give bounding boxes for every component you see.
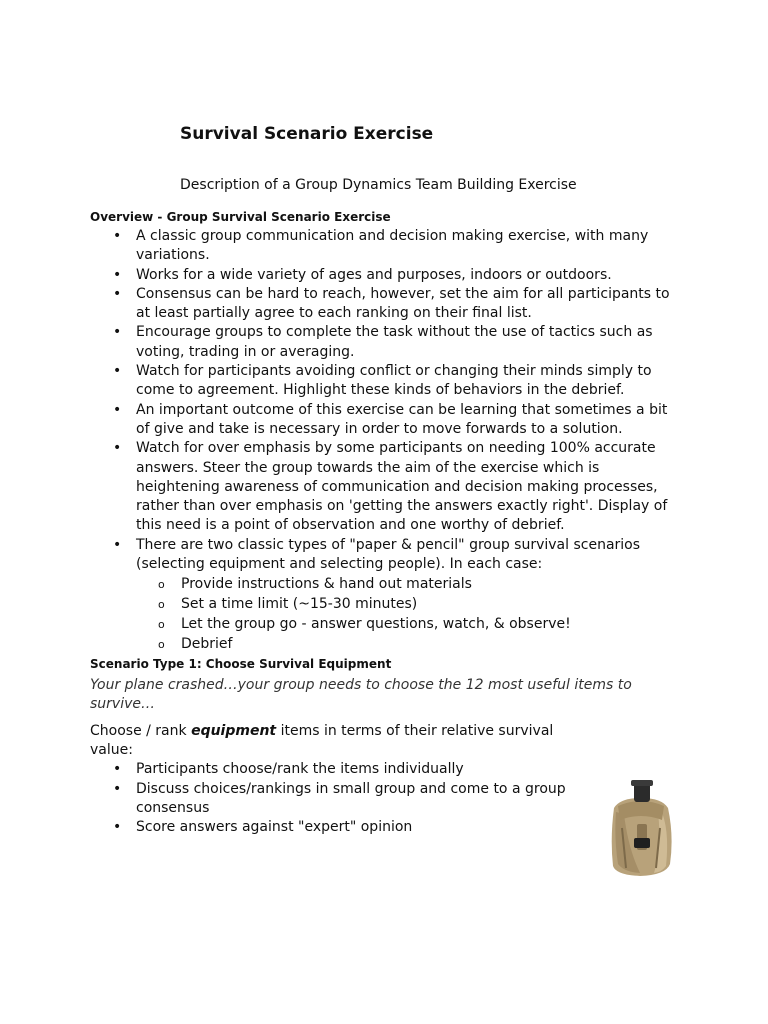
sub-list-item: o Provide instructions & hand out materials bbox=[136, 574, 680, 594]
sub-list-item: o Set a time limit (~15-30 minutes) bbox=[136, 594, 680, 614]
instruction-suffix: items in terms of their relative survival value: bbox=[90, 723, 554, 759]
page-subtitle: Description of a Group Dynamics Team Building Exercise bbox=[180, 177, 577, 193]
list-item: • Discuss choices/rankings in small group and come to a group consensus bbox=[90, 780, 600, 819]
scenario1-heading: Scenario Type 1: Choose Survival Equipment bbox=[90, 657, 392, 672]
list-item-text: There are two classic types of "paper & pencil" group survival scenarios (selecting equipment and selecting people). In each case: bbox=[136, 536, 641, 573]
list-item: • Score answers against "expert" opinion bbox=[90, 818, 600, 837]
list-item: • An important outcome of this exercise can be learning that sometimes a bit of give and take is necessary in order to move forwards to a solution. bbox=[90, 401, 680, 440]
list-item bbox=[90, 536, 680, 655]
list-item: • Works for a wide variety of ages and purposes, indoors or outdoors. bbox=[90, 266, 680, 285]
instruction-prefix: Choose / rank bbox=[90, 723, 192, 740]
scenario1-lead: Your plane crashed…your group needs to choose the 12 most useful items to survive… bbox=[90, 677, 632, 713]
steps-sublist bbox=[136, 574, 680, 654]
sub-list-item: o Debrief bbox=[136, 634, 680, 654]
document-body bbox=[90, 207, 680, 838]
list-item: • Consensus can be hard to reach, however, set the aim for all participants to at least partially agree to each ranking on their final list. bbox=[90, 285, 680, 324]
list-item: • Encourage groups to complete the task without the use of tactics such as voting, trading in or averaging. bbox=[90, 323, 680, 362]
page-title: Survival Scenario Exercise bbox=[180, 124, 434, 144]
overview-list bbox=[90, 227, 680, 654]
list-item: • Participants choose/rank the items individually bbox=[90, 760, 600, 779]
overview-heading: Overview - Group Survival Scenario Exercise bbox=[90, 210, 391, 224]
backpack-icon bbox=[604, 778, 678, 878]
list-item: • A classic group communication and decision making exercise, with many variations. bbox=[90, 227, 680, 266]
sub-list-item: o Let the group go - answer questions, watch, & observe! bbox=[136, 614, 680, 634]
scenario1-instruction bbox=[90, 722, 595, 760]
scenario1-list bbox=[90, 760, 680, 837]
list-item: • Watch for participants avoiding conflict or changing their minds simply to come to agreement. Highlight these kinds of behaviors in the debrief. bbox=[90, 362, 680, 401]
instruction-emphasis: equipment bbox=[191, 723, 277, 740]
list-item: • Watch for over emphasis by some participants on needing 100% accurate answers. Steer the group towards the aim of the exercise which is heightening awareness of communication and decision making processes, rather than over emphasis on 'getting the answers exactly right'. Display of this need is a point of observation and one worthy of debrief. bbox=[90, 439, 680, 535]
